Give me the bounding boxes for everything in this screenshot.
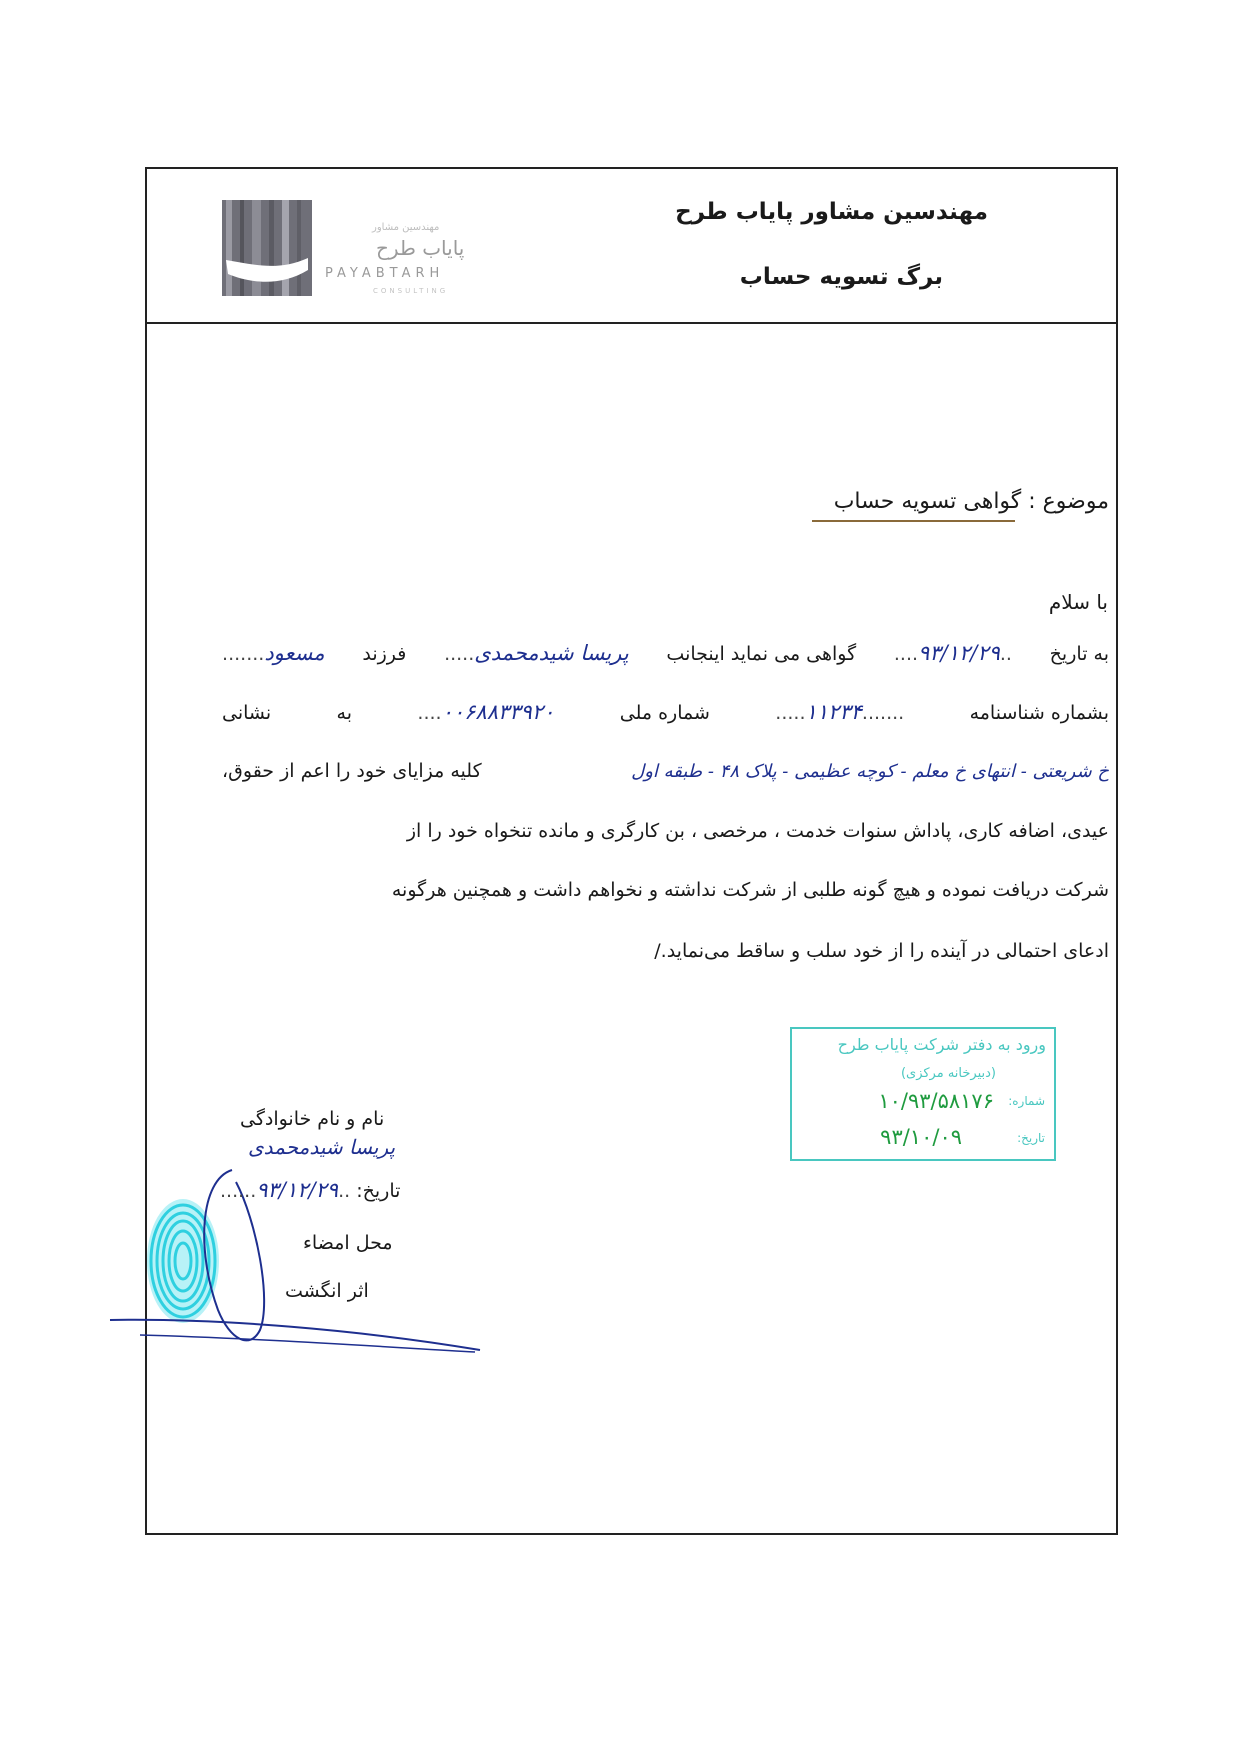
- logo-subtitle-en: CONSULTING: [373, 287, 449, 295]
- handwritten-id-number: ۱۱۲۳۴: [805, 700, 862, 724]
- stamp-number-value: ۱۰/۹۳/۵۸۱۷۶: [878, 1089, 994, 1113]
- national-id-label: شماره ملی: [619, 702, 710, 724]
- handwritten-national-id: ۰۰۶۸۸۳۳۹۲۰: [441, 700, 555, 724]
- greeting: با سلام: [1048, 590, 1108, 614]
- fingerprint-label: اثر انگشت: [285, 1280, 369, 1302]
- stamp-number-label: شماره:: [1008, 1094, 1045, 1108]
- to-text: به: [336, 702, 353, 724]
- body-text-5: شرکت دریافت نموده و هیچ گونه طلبی از شرکت نداشته و نخواهم داشت و همچنین هرگونه: [391, 879, 1109, 901]
- logo-name-en: PAYABTARH: [325, 266, 445, 281]
- stamp-date-value: ۹۳/۱۰/۰۹: [880, 1125, 962, 1149]
- stamp-date-label: تاریخ:: [1017, 1131, 1045, 1145]
- certify-text: گواهی می نماید اینجانب: [666, 643, 857, 665]
- address-label: نشانی: [222, 702, 272, 724]
- body-line-1: به تاریخ ..۹۳/۱۲/۲۹.... گواهی می نماید اینجانب پریسا شیدمحمدی..... فرزند مسعود.......: [222, 641, 1109, 665]
- form-title: برگ تسویه حساب: [739, 264, 943, 290]
- handwritten-address: خ شریعتی - انتهای خ معلم - کوچه عظیمی - پلاک ۴۸ - طبقه اول: [631, 761, 1109, 782]
- handwritten-father-name: مسعود: [264, 641, 325, 665]
- signature-date-row: تاریخ: ..۹۳/۱۲/۲۹......: [220, 1178, 401, 1202]
- logo-tagline: مهندسین مشاور: [372, 222, 440, 233]
- body-text-4: عیدی، اضافه کاری، پاداش سنوات خدمت ، مرخصی ، بن کارگری و مانده تنخواه خود را از: [406, 820, 1109, 842]
- benefits-text: کلیه مزایای خود را اعم از حقوق،: [222, 760, 482, 782]
- date-prefix: به تاریخ: [1049, 643, 1109, 665]
- signatory-name-label: نام و نام خانوادگی: [240, 1108, 385, 1130]
- header-divider: [145, 322, 1118, 324]
- child-of-label: فرزند: [362, 643, 407, 665]
- body-text-6: ادعای احتمالی در آینده را از خود سلب و ساقط می‌نماید./: [654, 940, 1109, 962]
- stamp-title: ورود به دفتر شرکت پایاب طرح: [837, 1035, 1046, 1054]
- signature-date-handwritten: ۹۳/۱۲/۲۹: [256, 1178, 339, 1202]
- office-receipt-stamp: [790, 1027, 1056, 1161]
- body-line-6: [222, 940, 1109, 974]
- signatory-name-handwritten: پریسا شیدمحمدی: [248, 1135, 396, 1159]
- subject-line: موضوع : گواهی تسویه حساب: [833, 489, 1109, 514]
- body-line-2: بشماره شناسنامه .......۱۱۲۳۴..... شماره ملی ۰۰۶۸۸۳۳۹۲۰.... به نشانی: [222, 700, 1109, 724]
- id-number-label: بشماره شناسنامه: [969, 702, 1109, 724]
- signature-place-label: محل امضاء: [303, 1232, 393, 1254]
- handwritten-name: پریسا شیدمحمدی: [474, 641, 629, 665]
- company-logo-icon: [222, 200, 312, 296]
- body-line-5: [222, 879, 1109, 913]
- body-line-3: [222, 760, 1109, 794]
- stamp-subtitle: (دبیرخانه مرکزی): [900, 1066, 996, 1081]
- handwritten-date: ۹۳/۱۲/۲۹: [918, 641, 1000, 665]
- signature-date-label: تاریخ:: [356, 1180, 401, 1202]
- company-name: مهندسین مشاور پایاب طرح: [675, 199, 988, 225]
- subject-underline: [812, 520, 1015, 522]
- logo-name-fa: پایاب طرح: [376, 236, 465, 260]
- body-line-4: [222, 820, 1109, 854]
